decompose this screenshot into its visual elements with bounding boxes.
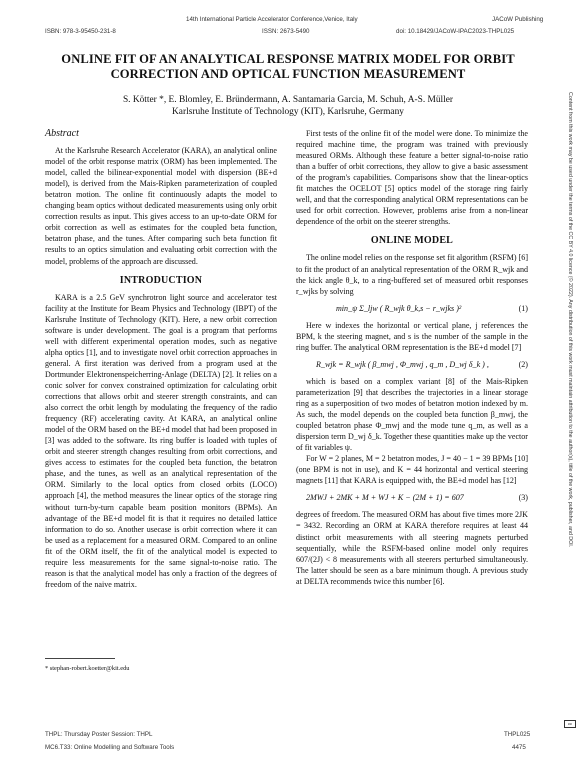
equation-1-body: min_ψ Σ_ljw ( R_wjk θ_k,s − r_wjks )² [336,303,462,313]
online-model-paragraph-3: which is based on a complex variant [8] of the Mais-Ripken parameterization [9] that describes the trajectories in a linear storage ring as a superposition of two modes of betatron motion indexed by m. As such, the model depends on the coupled beta function β_mwj, the coupled betatron phase Φ_mwj and the mode tune q_m, as well as a dispersion term D_wj δ_k. Together these quantities make up the vector of fit variables ψ. [296,376,528,453]
abstract-heading: Abstract [45,128,79,139]
conference-name: 14th International Particle Accelerator Conference,Venice, Italy [186,16,358,23]
footer-track: MC6.T33: Online Modelling and Software Tools [45,744,175,751]
license-notice-text: Content from this work may be used under the terms of the CC BY 4.0 licence (© 2022). Any distribution of this work must maintain attribution to the author(s), title of the work, publisher, and DOI. [567,92,573,548]
left-column [45,128,277,590]
equation-3-body: 2MWJ + 2MK + M + WJ + K − (2M + 1) = 607 [306,493,464,503]
paper-title: ONLINE FIT OF AN ANALYTICAL RESPONSE MATRIX MODEL FOR ORBIT CORRECTION AND OPTICAL FUNCTION MEASUREMENT [61,52,515,81]
equation-2 [296,359,528,370]
online-model-paragraph-2: Here w indexes the horizontal or vertical plane, j references the BPM, k the steering magnet, and s is the number of the sample in the ring buffer. The analytical ORM representation is the BE+d model [7] [296,320,528,352]
introduction-heading: INTRODUCTION [119,274,203,286]
introduction-text: KARA is a 2.5 GeV synchrotron light source and accelerator test facility at the Institute for Beam Physics and Technology (IBPT) of the Karlsruhe Institute of Technology (KIT). Here, a new orbit correction software is under development. The goal is a program that performs well with different experimental operation modes, such as negative alpha optics [1], and to investigate novel orbit correction approaches in general. A first iteration was derived from a program used at the Dortmunder Elektronenspeicherring-Anlage (DELTA) [2]. It relies on a conic solver for convex constrained optimization for calculating orbit corrections that allows orbit and steerer strength constraints, and can also correct the orbit length by modulating the frequency of the radio frequency (RF) accelerating cavity. At KARA, an analytical online model of the ORM based on the BE+d model that had been proposed in [3] was added to the software. Its ring buffer is loaded with tuples of orbit and steerer strength changes resulting from orbit corrections, and gives access to estimates for the coupled beta function, the betatron phase, and the tunes, as well as an analytical representation of the ORM. Similarly to the local optics from closed orbits (LOCO) approach [4], the method measures the linear optics of the storage ring without turn-by-turn capable beam position monitors (BPMs). An advantage of the BE+d model fit is that it requires no detailed lattice information to do so. Another usecase is orbit correction where it can be used as a replacement for a measured ORM. Compared to an online fit of the ORM itself, the fit of the analytical model is expected to require less measurements for the same signal-to-noise ratio. The reason is that the analytical model has only a fraction of the degrees of freedom of the naive matrix. [45,292,277,589]
footer-session: THPL: Thursday Poster Session: THPL [45,731,153,738]
footnote-rule [45,658,115,659]
issn: ISSN: 2673-5490 [262,28,310,35]
footnote: * stephan-robert.koetter@kit.edu [45,665,130,672]
isbn: ISBN: 978-3-95450-231-8 [45,28,116,35]
equation-1 [296,303,528,314]
intro-continued-text: First tests of the online fit of the model were done. To minimize the required machine time, the program was trained with previously measured ORMs. Although these feature a better signal-to-noise ratio than a buffer of orbit corrections, they allow to give a basic assessment of the program's capabilities. Comparisons show that the linear-optics fit matches the OCELOT [5] optics model of the storage ring fairly well, and that the corresponding analytical ORM representations can be used for orbit correction. However, problems arise from a non-linear dependence of the orbit on the steerer strengths. [296,129,528,227]
equation-1-number: (1) [518,303,528,313]
equation-2-body: R_wjk = R_wjk ( β_mwj , Φ_mwj , q_m , D_wj δ_k ) , [316,359,489,369]
footer-page-number: 4475 [512,744,526,751]
online-model-paragraph-4: For W = 2 planes, M = 2 betatron modes, J = 40 − 1 = 39 BPMs [10] (one BPM is not in use), and K = 44 horizontal and vertical steering magnets [11] that KARA is equipped with, the BE+d model has [12] [296,454,528,486]
equation-3 [296,492,528,503]
license-notice [566,92,574,732]
author-block [40,94,536,118]
affiliation: Karlsruhe Institute of Technology (KIT), Karlsruhe, Germany [172,107,404,117]
right-column [296,128,528,587]
online-model-paragraph-5: degrees of freedom. The measured ORM has about five times more 2JK = 3432. Recording an ORM at KARA therefore requires at least 44 distinct orbit measurements with all steering magnets perturbed sequentially, while the RSFM-based online model only requires 607/(2J) < 8 measurements with all steerers perturbed simultaneously. The latter should be seen as a bare minimum though. A previous study at DELTA recommends twice this number [6]. [296,510,528,586]
abstract-text: At the Karlsruhe Research Accelerator (KARA), an analytical online model of the orbit response matrix (ORM) has been implemented. The model, called the bilinear-exponential model with dispersion (BE+d model), is derived from the Mais-Ripken parameterization of coupled betatron motion. The online fit continuously adapts the model to changing beam optics without dedicated measurements using only orbit correction results as input. This gives access to an up-to-date ORM for orbit correction as well as estimates for the coupled beta function, betatron phase, and the tunes. After comparing such beta function fit results to an optics simulation and evaluating orbit correction with the model, problems of the approach are discussed. [45,146,277,266]
doi: doi: 10.18429/JACoW-IPAC2023-THPL025 [396,28,515,35]
online-model-paragraph-1: The online model relies on the response set fit algorithm (RSFM) [6] to fit the product of an analytical representation of the ORM R_wjk and the kick angle θ_k, to a ring-buffered set of measured orbit responses r_wjks by solving [296,253,528,296]
publisher: JACoW Publishing [492,16,544,23]
author-list: S. Kötter *, E. Blomley, E. Bründermann, A. Santamaria Garcia, M. Schuh, A-S. Müller [122,95,454,105]
online-model-heading: ONLINE MODEL [370,235,454,247]
footer-paper-id: THPL025 [504,731,531,738]
cc-license-icon: cc [564,720,576,728]
equation-2-number: (2) [518,359,528,369]
equation-3-number: (3) [518,493,528,503]
